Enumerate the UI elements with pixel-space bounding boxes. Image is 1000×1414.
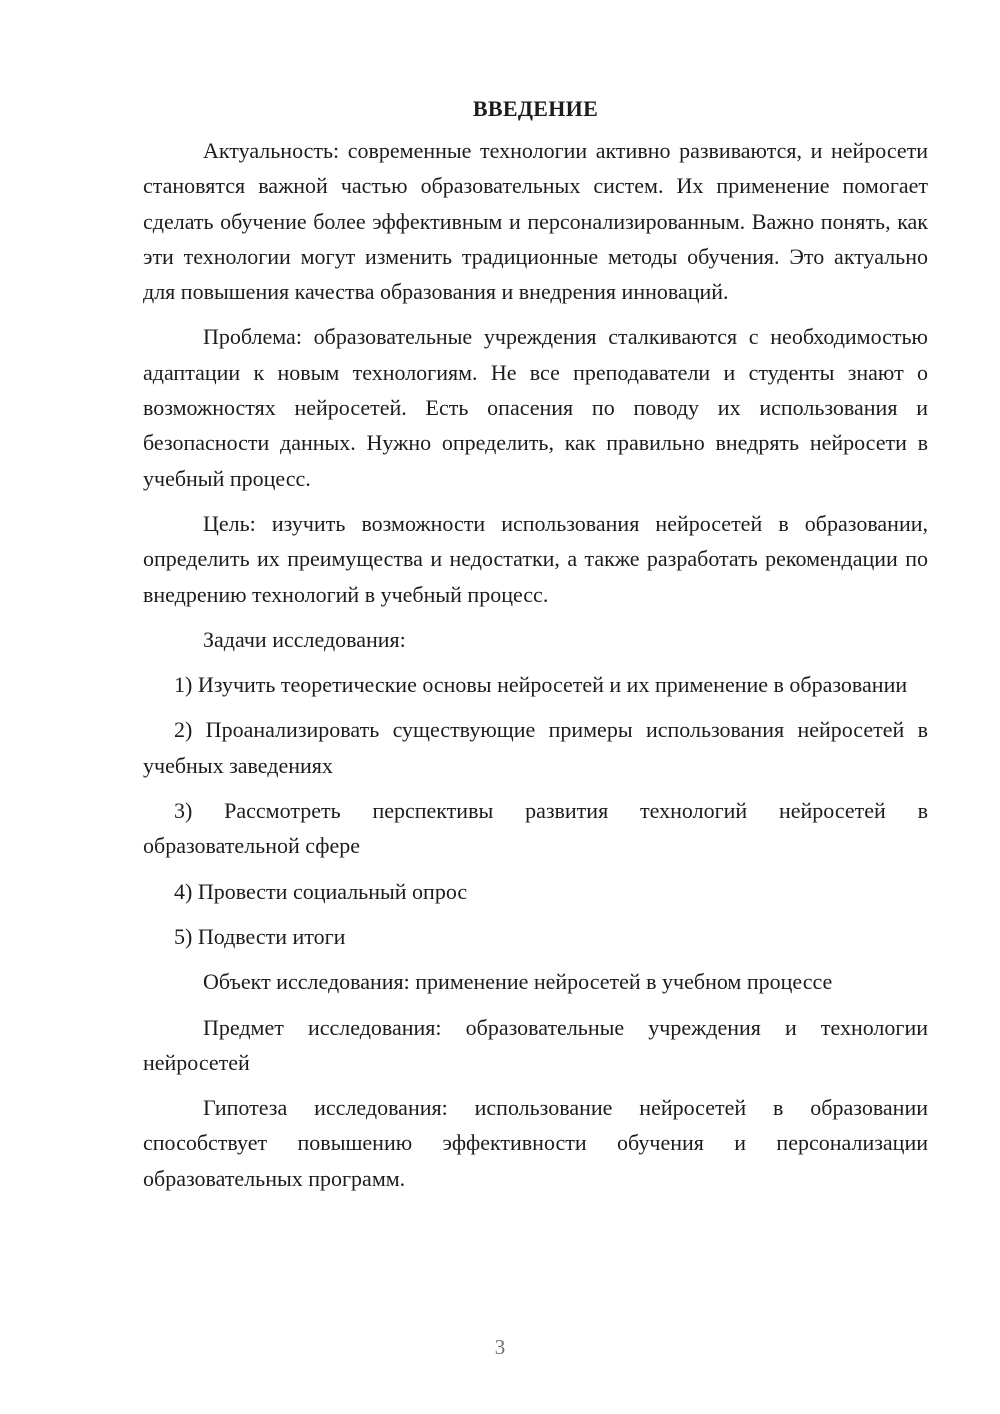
task-item-5: 5) Подвести итоги xyxy=(174,923,346,949)
task-item-4: 4) Провести социальный опрос xyxy=(174,878,468,904)
document-page xyxy=(143,92,928,1206)
paragraph-subject: Предмет исследования: образовательные учреждения и технологии нейросетей xyxy=(143,1014,928,1075)
paragraph-relevance: Актуальность: современные технологии активно развиваются, и нейросети становятся важной частью образовательных систем. Их применение помогает сделать обучение более эффективным и персонализированным. Важно понять, как эти технологии могут изменить традиционные методы обучения. Это актуально для повышения качества образования и внедрения инноваций. xyxy=(143,138,928,305)
task-item-3: 3) Рассмотреть перспективы развития технологий нейросетей в образовательной сфере xyxy=(143,798,928,859)
paragraph-object: Объект исследования: применение нейросетей в учебном процессе xyxy=(203,969,833,995)
task-item-1: 1) Изучить теоретические основы нейросетей и их применение в образовании xyxy=(174,672,908,698)
paragraph-problem: Проблема: образовательные учреждения сталкиваются с необходимостью адаптации к новым технологиям. Не все преподаватели и студенты знают о возможностях нейросетей. Есть опасения по поводу их использования и безопасности данных. Нужно определить, как правильно внедрять нейросети в учебный процесс. xyxy=(143,324,928,491)
task-item-2: 2) Проанализировать существующие примеры использования нейросетей в учебных заведениях xyxy=(143,717,928,778)
tasks-heading: Задачи исследования: xyxy=(203,626,406,652)
page-number: 3 xyxy=(494,1335,506,1359)
paragraph-goal: Цель: изучить возможности использования нейросетей в образовании, определить их преимущества и недостатки, а также разработать рекомендации по внедрению технологий в учебный процесс. xyxy=(143,510,928,607)
section-title: ВВЕДЕНИЕ xyxy=(472,96,599,121)
paragraph-hypothesis: Гипотеза исследования: использование нейросетей в образовании способствует повышению эффективности обучения и персонализации образовательных программ. xyxy=(143,1095,928,1191)
